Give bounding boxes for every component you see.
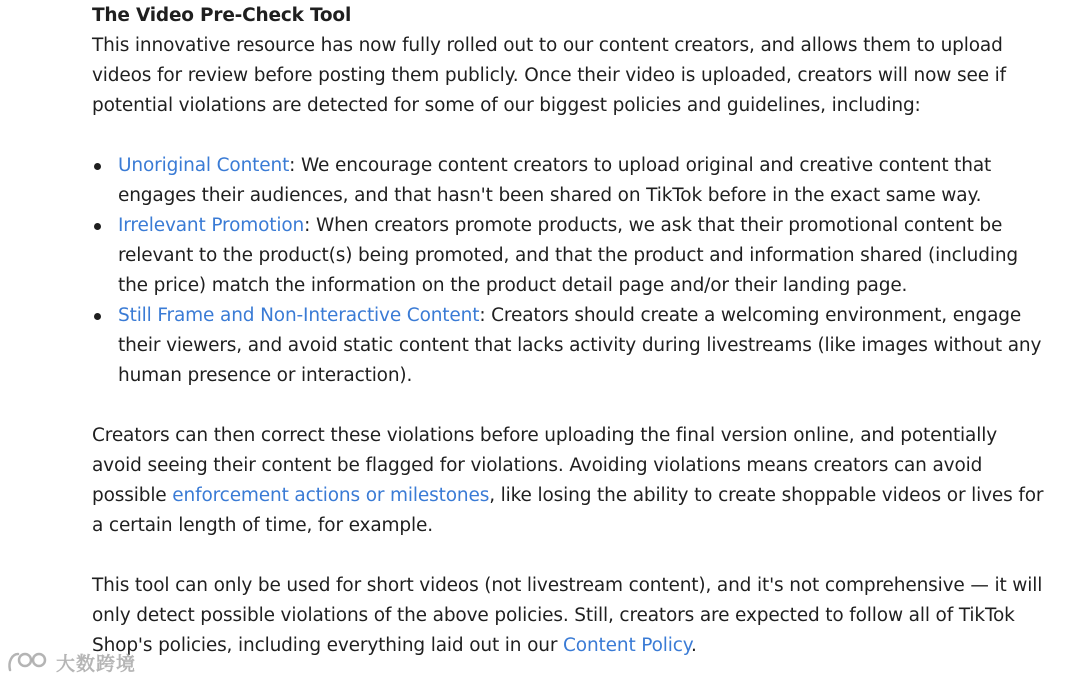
bullet-dot [94, 163, 101, 170]
section-heading: The Video Pre-Check Tool [92, 5, 352, 26]
still-frame-link[interactable]: Still Frame and Non-Interactive Content [118, 305, 480, 326]
paragraph-text: Creators can then correct these violations before uploading the final version online, and potentially avoid seeing their content be flagged for violations. Avoiding violations means creators can avoid possible [92, 425, 998, 506]
list-item-text: : When creators promote products, we ask that their promotional content be relevant to the product(s) being promoted, and that the product and information shared (including the price) match the information on the product detail page and/or their landing page. [118, 215, 1018, 296]
paragraph-text: , like losing the ability to create shoppable videos or lives for a certain length of time, for example. [92, 485, 1044, 536]
list-item-still-frame [92, 301, 1052, 391]
list-item-text: : Creators should create a welcoming environment, engage their viewers, and avoid static content that lacks activity during livestreams (like images without any human presence or interaction). [118, 305, 1042, 386]
bullet-dot [94, 313, 101, 320]
irrelevant-promotion-link[interactable]: Irrelevant Promotion [118, 215, 305, 236]
watermark-logo-icon [6, 648, 50, 676]
policy-list [92, 151, 1052, 391]
unoriginal-content-link[interactable]: Unoriginal Content [118, 155, 290, 176]
content-policy-link[interactable]: Content Policy [563, 635, 691, 656]
paragraph-text: . [690, 635, 697, 656]
limitations-paragraph [92, 571, 1052, 661]
list-item-unoriginal-content [92, 151, 1052, 211]
watermark-text: 大数跨境 [56, 652, 137, 675]
enforcement-actions-link[interactable]: enforcement actions or milestones [172, 485, 490, 506]
watermark [6, 644, 136, 680]
list-item-irrelevant-promotion [92, 211, 1052, 301]
article [92, 4, 1052, 661]
intro-paragraph: This innovative resource has now fully rolled out to our content creators, and allows them to upload videos for review before posting them publicly. Once their video is uploaded, creators will now see if potential violations are detected for some of our biggest policies and guidelines, including: [92, 35, 1007, 116]
paragraph-text: This tool can only be used for short videos (not livestream content), and it's not comprehensive — it will only detect possible violations of the above policies. Still, creators are expected to follow all of TikTok Shop's policies, including everything laid out in our [92, 575, 1043, 656]
correction-paragraph [92, 421, 1052, 541]
list-item-text: : We encourage content creators to upload original and creative content that engages their audiences, and that hasn't been shared on TikTok before in the exact same way. [118, 155, 992, 206]
bullet-dot [94, 223, 101, 230]
